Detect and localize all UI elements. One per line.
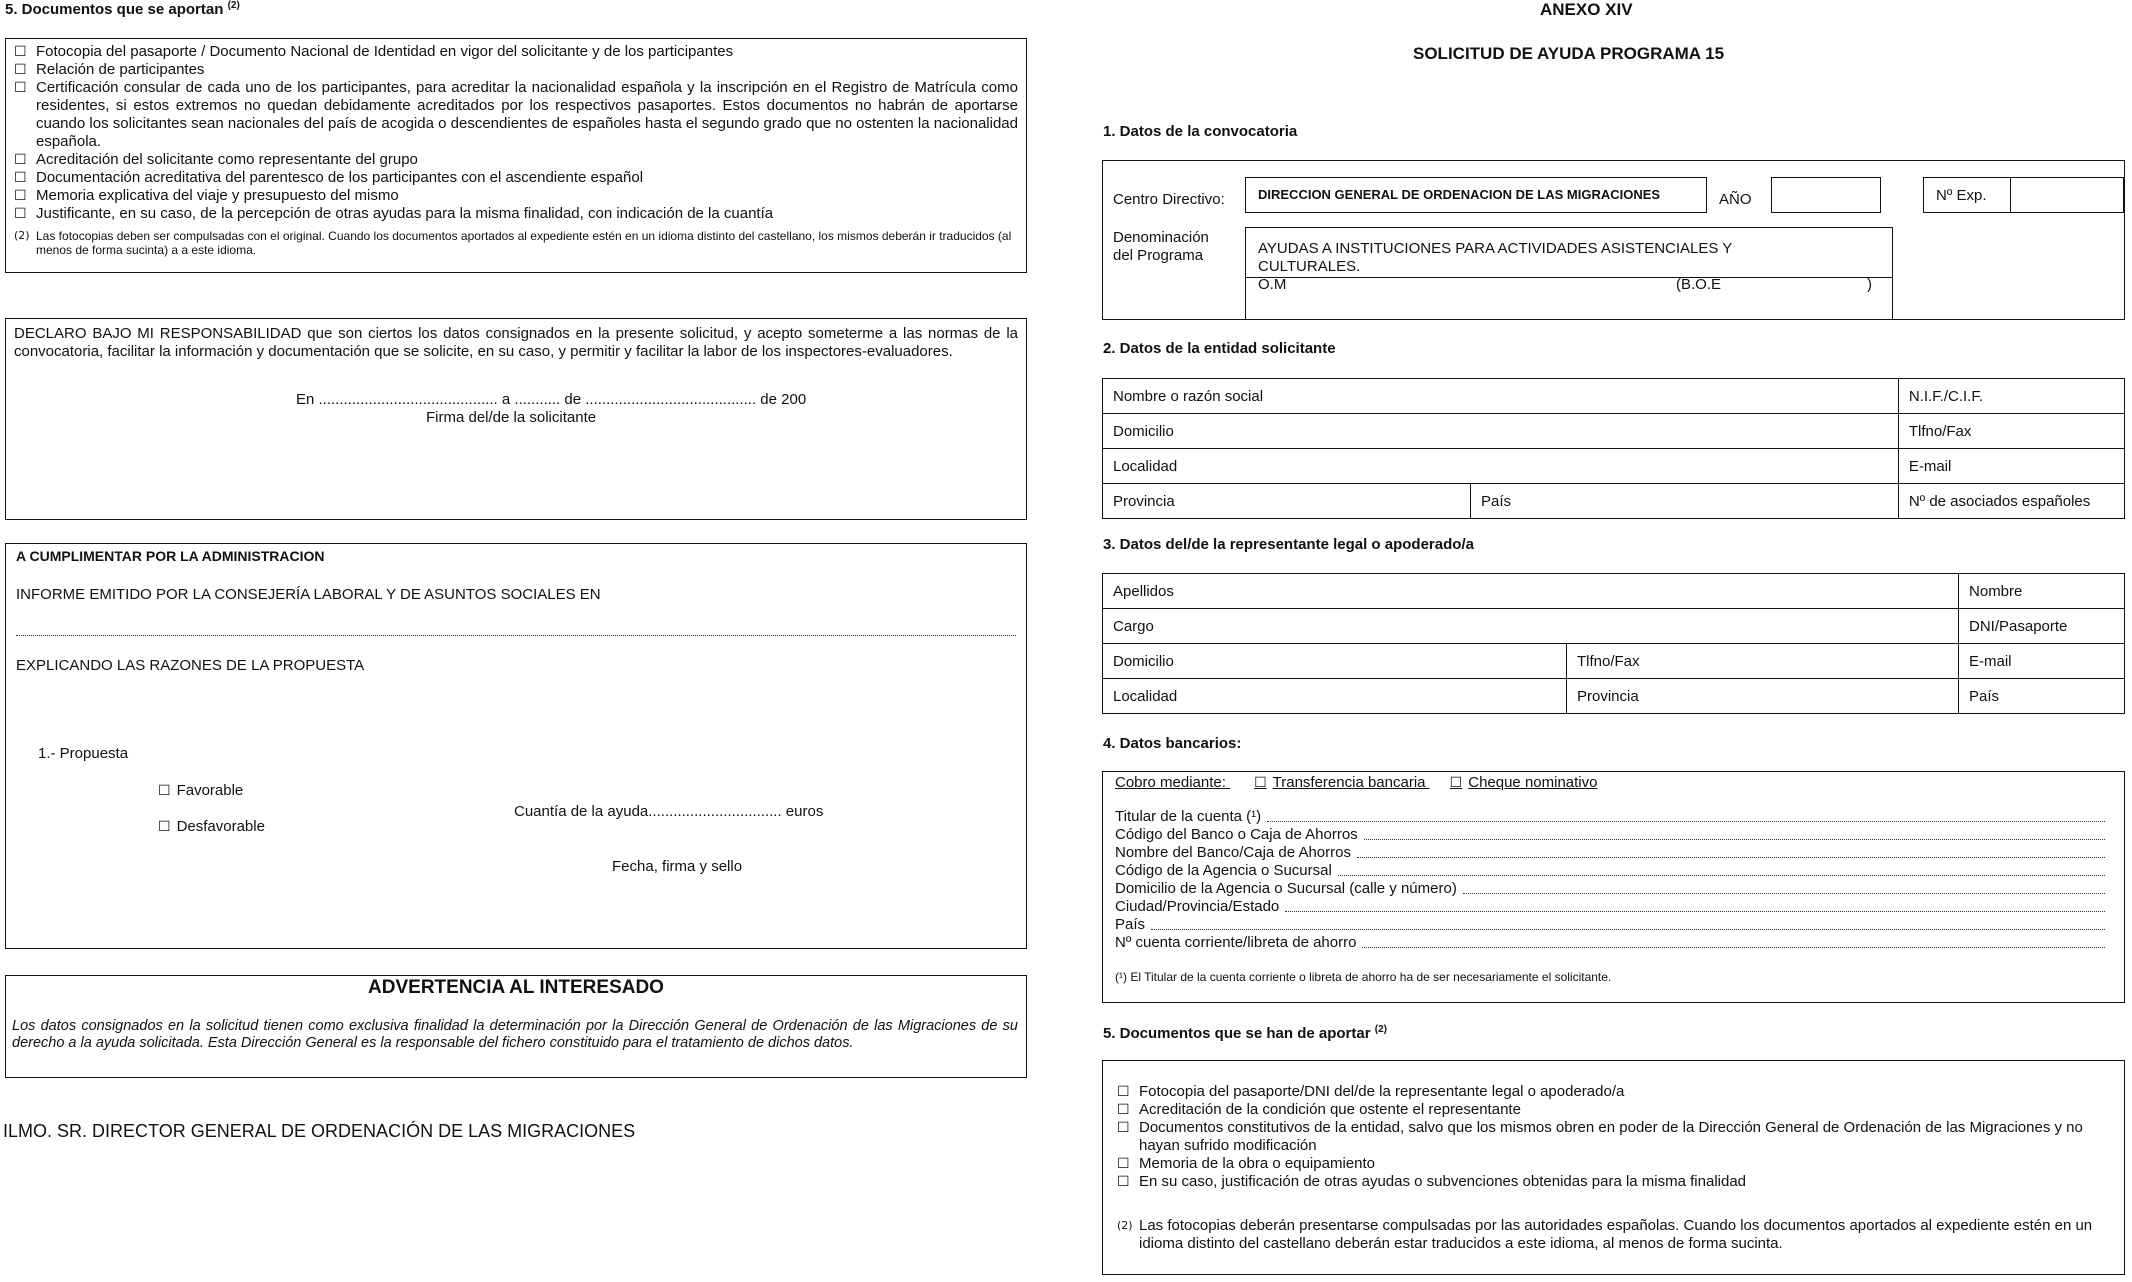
anexo-title: ANEXO XIV	[1540, 0, 1633, 19]
programa-divider	[1246, 277, 1892, 278]
section-3-header: 3. Datos del/de la representante legal o apoderado/a	[1103, 536, 1474, 553]
entidad-domicilio[interactable]: Domicilio	[1103, 414, 1899, 449]
nexp-field[interactable]	[1923, 177, 2124, 213]
docs-aportar-footnote: (2) Las fotocopias deberán presentarse compulsadas por las autoridades españolas. Cuando los documentos aportados al expediente estén en un idioma distinto del castellano deberán estar traducidos a este idioma, al menos de forma sucinta.	[1117, 1217, 2093, 1252]
cuantia-field[interactable]: Cuantía de la ayuda................................ euros	[514, 803, 824, 820]
doc-item[interactable]: ☐ Relación de participantes	[14, 61, 205, 78]
admin-title: A CUMPLIMENTAR POR LA ADMINISTRACION	[16, 548, 325, 564]
advertencia-title: ADVERTENCIA AL INTERESADO	[368, 977, 664, 998]
solicitud-title: SOLICITUD DE AYUDA PROGRAMA 15	[1413, 44, 1725, 63]
rep-localidad[interactable]: Localidad	[1103, 679, 1567, 714]
doc-item[interactable]: ☐ Justificante, en su caso, de la percepción de otras ayudas para la misma finalidad, con indicación de la cuantía	[14, 205, 774, 222]
bank-footnote: (¹) El Titular de la cuenta corriente o libreta de ahorro ha de ser necesariamente el solicitante.	[1115, 970, 1612, 984]
rep-cargo[interactable]: Cargo	[1103, 609, 1959, 644]
bank-row[interactable]: Nombre del Banco/Caja de Ahorros	[1115, 844, 2105, 862]
bank-row[interactable]: Domicilio de la Agencia o Sucursal (calle y número)	[1115, 880, 2105, 898]
explicando-label: EXPLICANDO LAS RAZONES DE LA PROPUESTA	[16, 657, 365, 674]
cheque-checkbox[interactable]: ☐ Cheque nominativo	[1450, 774, 1598, 791]
doc-item[interactable]: ☐ En su caso, justificación de otras ayudas o subvenciones obtenidas para la misma finalidad	[1117, 1173, 1747, 1190]
cobro-row	[1115, 774, 1598, 791]
entidad-tlfno[interactable]: Tlfno/Fax	[1898, 414, 2124, 449]
advertencia-box	[5, 975, 1027, 1078]
bank-row[interactable]: Nº cuenta corriente/libreta de ahorro	[1115, 934, 2105, 952]
rep-domicilio[interactable]: Domicilio	[1103, 644, 1567, 679]
section-1-header: 1. Datos de la convocatoria	[1103, 123, 1298, 140]
entidad-provincia[interactable]: Provincia	[1103, 484, 1471, 519]
entidad-table	[1102, 378, 2125, 519]
bank-row[interactable]: Ciudad/Provincia/Estado	[1115, 898, 2105, 916]
boe-field[interactable]: (B.O.E	[1676, 276, 1722, 293]
place-date-line[interactable]: En ........................................... a ........... de ......................................... de 200	[296, 391, 807, 408]
bank-row[interactable]: Código del Banco o Caja de Ahorros	[1115, 826, 2105, 844]
rep-tlfno[interactable]: Tlfno/Fax	[1567, 644, 1959, 679]
desfavorable-checkbox[interactable]: ☐ Desfavorable	[158, 818, 265, 835]
doc-item[interactable]: ☐ Acreditación de la condición que ostente el representante	[1117, 1101, 1521, 1118]
informe-line[interactable]	[16, 635, 1016, 636]
favorable-checkbox[interactable]: ☐ Favorable	[158, 782, 243, 799]
om-field[interactable]: O.M	[1258, 276, 1287, 293]
docs-aportar-box	[1102, 1060, 2125, 1275]
docs-footnote: (2) Las fotocopias deben ser compulsadas con el original. Cuando los documentos aportados al expediente estén en un idioma distinto del castellano, los mismos deberán ir traducidos (al menos de forma sucinta) a a este idioma.	[14, 229, 1012, 257]
bank-row[interactable]: País	[1115, 916, 2105, 934]
bancarios-box	[1102, 771, 2125, 1003]
signature-label: Firma del/de la solicitante	[426, 409, 597, 426]
propuesta-label: 1.- Propuesta	[38, 745, 129, 762]
informe-label: INFORME EMITIDO POR LA CONSEJERÍA LABORAL Y DE ASUNTOS SOCIALES EN	[16, 586, 601, 603]
rep-email[interactable]: E-mail	[1959, 644, 2125, 679]
ano-field[interactable]	[1771, 177, 1881, 213]
denominacion-label: Denominación del Programa	[1113, 229, 1209, 264]
boe-close: )	[1867, 276, 1872, 293]
doc-item[interactable]: ☐ Memoria explicativa del viaje y presupuesto del mismo	[14, 187, 399, 204]
admin-box	[5, 543, 1027, 949]
representante-table	[1102, 573, 2125, 714]
doc-item[interactable]: ☐ Memoria de la obra o equipamiento	[1117, 1155, 1375, 1172]
ano-label: AÑO	[1719, 191, 1752, 208]
bank-row[interactable]: Titular de la cuenta (¹)	[1115, 808, 2105, 826]
doc-item[interactable]: ☐ Acreditación del solicitante como representante del grupo	[14, 151, 418, 168]
section-2-header: 2. Datos de la entidad solicitante	[1103, 340, 1336, 357]
centro-label: Centro Directivo:	[1113, 191, 1225, 208]
doc-item[interactable]: ☐ Documentación acreditativa del parentesco de los participantes con el ascendiente español	[14, 169, 644, 186]
cobro-label: Cobro mediante:	[1115, 774, 1226, 791]
rep-pais[interactable]: País	[1959, 679, 2125, 714]
rep-dni[interactable]: DNI/Pasaporte	[1959, 609, 2125, 644]
section-5-header: 5. Documentos que se han de aportar $^{(2)}$	[1103, 1024, 1387, 1042]
bank-row[interactable]: Código de la Agencia o Sucursal	[1115, 862, 2105, 880]
rep-nombre[interactable]: Nombre	[1959, 574, 2125, 609]
left-docs-box	[5, 38, 1027, 273]
doc-item[interactable]: ☐ Fotocopia del pasaporte / Documento Nacional de Identidad en vigor del solicitante y de los participantes	[14, 43, 734, 60]
convocatoria-box	[1102, 160, 2125, 320]
centro-value: DIRECCION GENERAL DE ORDENACION DE LAS MIGRACIONES	[1258, 187, 1661, 202]
entidad-localidad[interactable]: Localidad	[1103, 449, 1899, 484]
declaration-text: DECLARO BAJO MI RESPONSABILIDAD que son ciertos los datos consignados en la presente solicitud, y acepto someterme a las normas de la convocatoria, facilitar la información y documentación que se solicite, en su caso, y permitir y facilitar la labor de los inspectores-evaluadores.	[14, 325, 1018, 360]
rep-apellidos[interactable]: Apellidos	[1103, 574, 1959, 609]
doc-item[interactable]: ☐ Fotocopia del pasaporte/DNI del/de la representante legal o apoderado/a	[1117, 1083, 1625, 1100]
doc-item[interactable]: ☐ Documentos constitutivos de la entidad, salvo que los mismos obren en poder de la Dirección General de Ordenación de las Migraciones y no hayan sufrido modificación	[1117, 1119, 2083, 1154]
left-docs-header: 5. Documentos que se aportan $^{(2)}$	[5, 0, 240, 18]
entidad-pais[interactable]: País	[1471, 484, 1899, 519]
advertencia-text: Los datos consignados en la solicitud tienen como exclusiva finalidad la determinación por la Dirección General de Ordenación de las Migraciones de su derecho a la ayuda solicitada. Esta Dirección General es la responsable del fichero constituido para el tratamiento de dichos datos.	[12, 1018, 1018, 1051]
declaration-box	[5, 318, 1027, 520]
fecha-label: Fecha, firma y sello	[612, 858, 743, 875]
nexp-divider	[2010, 178, 2011, 212]
addressee: ILMO. SR. DIRECTOR GENERAL DE ORDENACIÓN DE LAS MIGRACIONES	[3, 1121, 636, 1141]
transferencia-checkbox[interactable]: ☐ Transferencia bancaria	[1254, 774, 1425, 791]
section-4-header: 4. Datos bancarios:	[1103, 735, 1242, 752]
programa-text: AYUDAS A INSTITUCIONES PARA ACTIVIDADES ASISTENCIALES Y CULTURALES.	[1258, 240, 1733, 275]
nexp-label: Nº Exp.	[1936, 187, 1987, 204]
entidad-nif[interactable]: N.I.F./C.I.F.	[1898, 379, 2124, 414]
entidad-email[interactable]: E-mail	[1898, 449, 2124, 484]
rep-provincia[interactable]: Provincia	[1567, 679, 1959, 714]
entidad-nombre[interactable]: Nombre o razón social	[1103, 379, 1899, 414]
bank-rows	[1115, 808, 2105, 952]
entidad-asociados[interactable]: Nº de asociados españoles	[1898, 484, 2124, 519]
doc-item[interactable]: ☐ Certificación consular de cada uno de los participantes, para acreditar la nacionalidad española y la inscripción en el Registro de Matrícula como residentes, si estos extremos no quedan debidamente acreditados por los respectivos pasaportes. Estos documentos no habrán de aportarse cuando los solicitantes sean nacionales del país de acogida o descendientes de españoles hasta el segundo grado que no ostenten la nacionalidad española.	[14, 79, 1018, 150]
programa-box	[1245, 227, 1893, 319]
centro-value-box[interactable]	[1245, 177, 1707, 213]
